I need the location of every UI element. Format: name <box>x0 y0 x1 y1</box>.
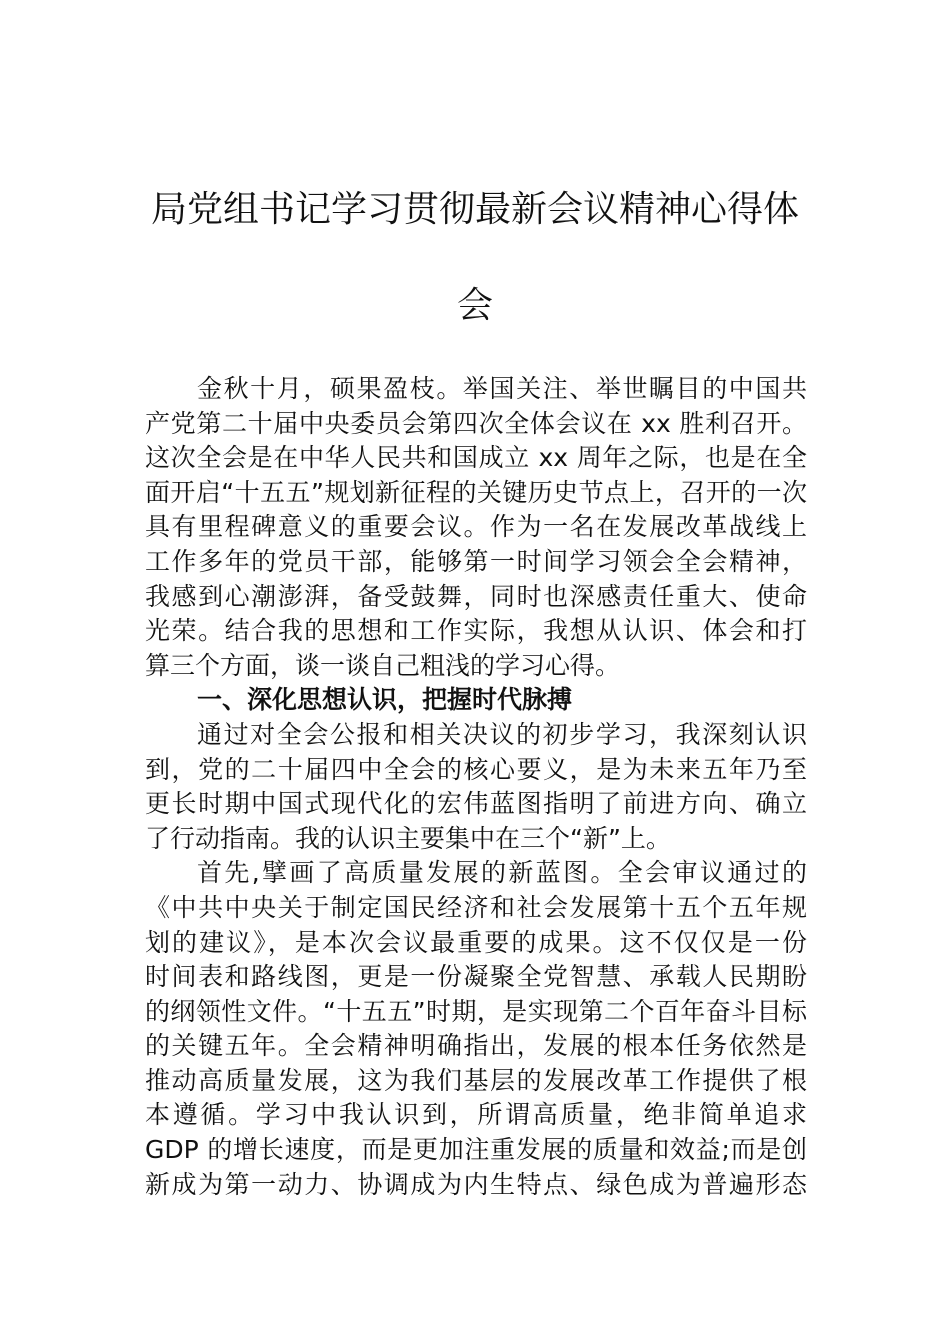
text-line: 《中共中央关于制定国民经济和社会发展第十五个五年规 <box>145 892 807 922</box>
text-line: 产党第二十届中央委员会第四次全体会议在 xx 胜利召开。 <box>145 408 807 438</box>
text-line: 到，党的二十届四中全会的核心要义，是为未来五年乃至 <box>145 754 807 784</box>
paragraph <box>145 372 807 683</box>
text-line: 算三个方面，谈一谈自己粗浅的学习心得。 <box>145 650 621 680</box>
text-line: 了行动指南。我的认识主要集中在三个“新”上。 <box>145 823 671 853</box>
text-line: 我感到心潮澎湃，备受鼓舞，同时也深感责任重大、使命 <box>145 581 807 611</box>
document-title-line-1: 局党组书记学习贯彻最新会议精神心得体 <box>150 189 799 230</box>
text-line: 一、深化思想认识，把握时代脉搏 <box>197 685 573 715</box>
text-line: 首先,擘画了高质量发展的新蓝图。全会审议通过的 <box>197 858 807 888</box>
text-line: 划的建议》，是本次会议最重要的成果。这不仅仅是一份 <box>145 927 807 957</box>
text-line: GDP 的增长速度，而是更加注重发展的质量和效益;而是创 <box>145 1135 807 1165</box>
text-line: 具有里程碑意义的重要会议。作为一名在发展改革战线上 <box>145 512 807 542</box>
text-line: 这次全会是在中华人民共和国成立 xx 周年之际，也是在全 <box>145 443 807 473</box>
text-line: 通过对全会公报和相关决议的初步学习，我深刻认识 <box>197 719 807 749</box>
text-line: 的纲领性文件。“十五五”时期，是实现第二个百年奋斗目标 <box>145 996 807 1026</box>
paragraph <box>145 718 807 856</box>
text-line: 金秋十月，硕果盈枝。举国关注、举世瞩目的中国共 <box>197 374 807 403</box>
text-line: 面开启“十五五”规划新征程的关键历史节点上，召开的一次 <box>145 477 807 507</box>
text-line: 本遵循。学习中我认识到，所谓高质量，绝非简单追求 <box>145 1100 807 1130</box>
text-line: 推动高质量发展，这为我们基层的发展改革工作提供了根 <box>145 1065 807 1095</box>
document-body <box>145 372 807 1202</box>
section-heading <box>145 683 807 718</box>
text-line: 时间表和路线图，更是一份凝聚全党智慧、承载人民期盼 <box>145 962 807 992</box>
text-line: 更长时期中国式现代化的宏伟蓝图指明了前进方向、确立 <box>145 789 807 819</box>
text-line: 新成为第一动力、协调成为内生特点、绿色成为普遍形态 <box>145 1169 807 1199</box>
text-line: 工作多年的党员干部，能够第一时间学习领会全会精神， <box>145 546 807 576</box>
text-line: 光荣。结合我的思想和工作实际，我想从认识、体会和打 <box>145 616 807 646</box>
text-line: 的关键五年。全会精神明确指出，发展的根本任务依然是 <box>145 1031 807 1061</box>
document-title-line-2: 会 <box>456 285 493 326</box>
paragraph <box>145 856 807 1202</box>
